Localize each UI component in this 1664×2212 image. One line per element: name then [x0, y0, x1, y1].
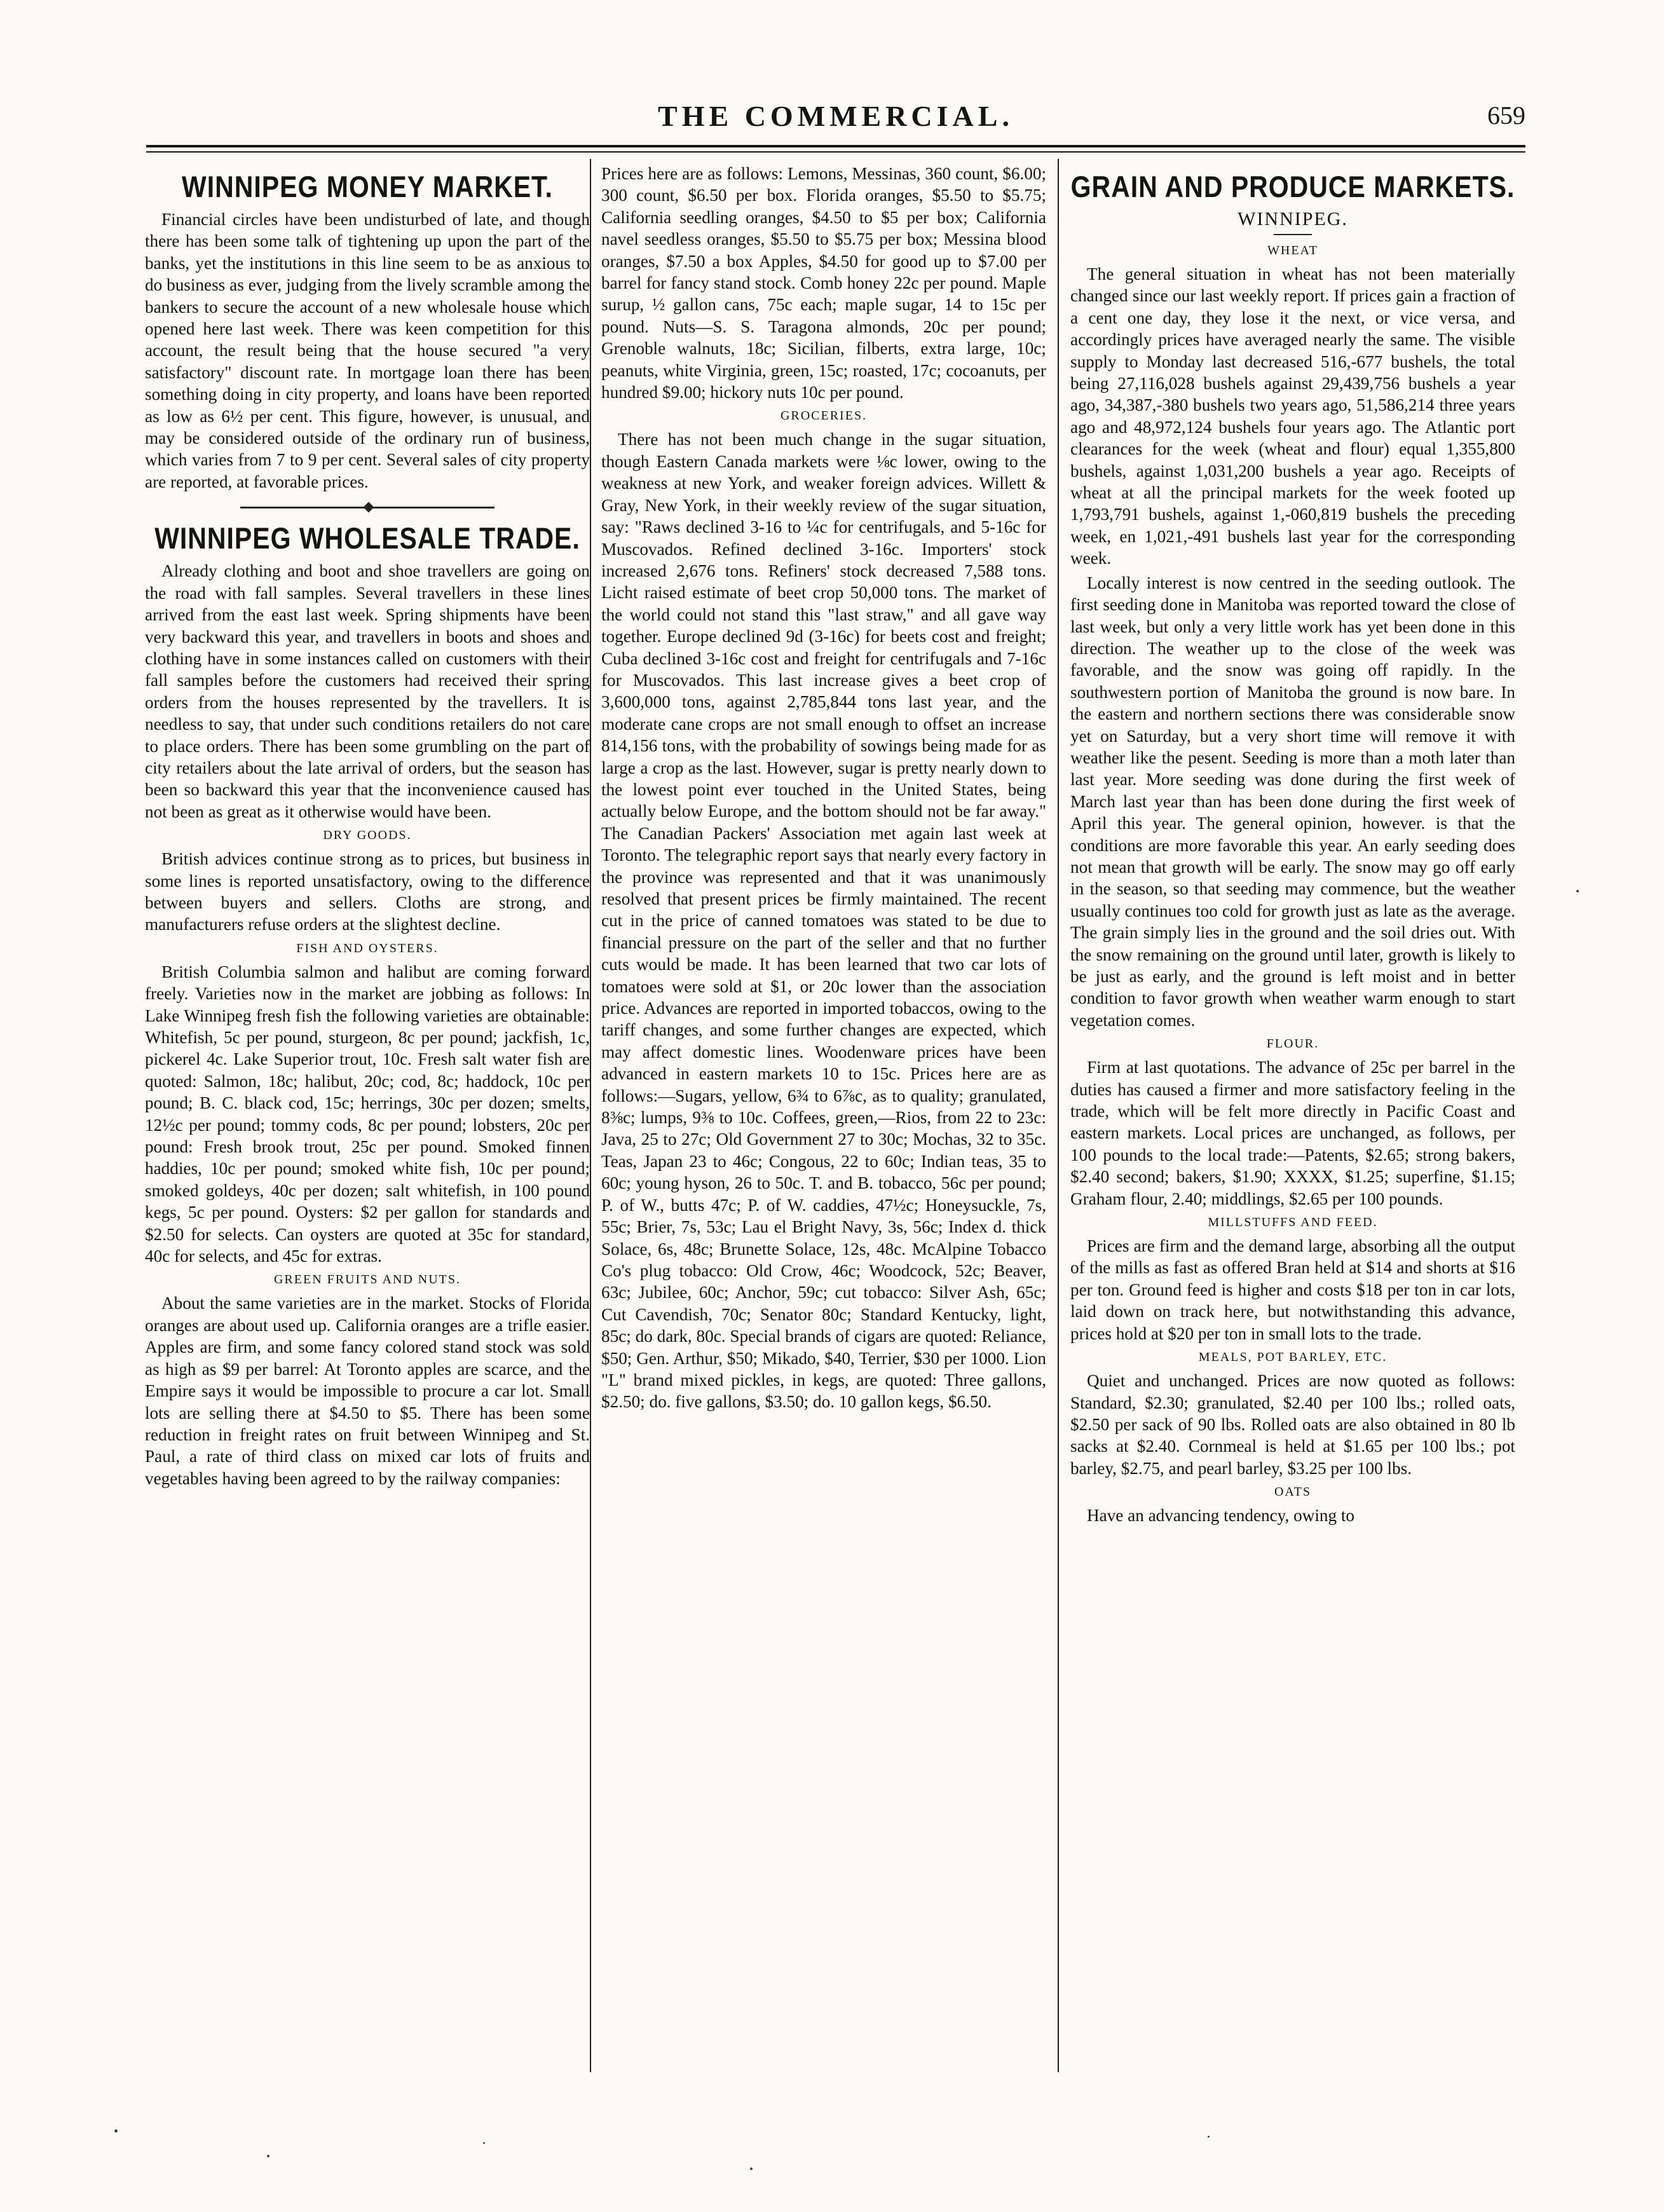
headline-grain-produce: GRAIN AND PRODUCE MARKETS. — [1070, 170, 1515, 204]
article-paragraph: About the same varieties are in the market. Stocks of Florida oranges are about used up. California oranges are a trifle easier. Apples are firm, and some fancy colored stand stock was sold as high as $9 per barrel: At Toronto apples are scarce, and the Empire says it would be impossible to procure a car lot. Small lots are selling there at $4.50 to $5. There has been some reduction in freight rates on fruit between Winnipeg and St. Paul, a rate of third class on mixed car lots of fruits and vegetables having been agreed to by the railway companies: — [145, 1294, 590, 1488]
article-paragraph: Quiet and unchanged. Prices are now quoted as follows: Standard, $2.30; granulated, $2.40 per 100 lbs.; rolled oats, $2.50 per sack of 90 lbs. Rolled oats are also obtained in 80 lb sacks at $2.40. Cornmeal is held at $1.65 per 100 lbs.; pot barley, $2.75, and pearl barley, $3.25 per 100 lbs. — [1070, 1371, 1515, 1478]
column-1 — [145, 163, 590, 2070]
article-paragraph: There has not been much change in the sugar situation, though Eastern Canada markets were ⅛c lower, owing to the weakness at new York, and weaker foreign advices. Willett & Gray, New York, in their weekly review of the sugar situation, say: "Raws declined 3-16 to ¼c for centrifugals, and 5-16c for Muscovados. Refined declined 3-16c. Importers' stock increased 2,676 tons. Refiners' stock decreased 7,588 tons. Licht raised estimate of beet crop 50,000 tons. The market of the world could not stand this "last straw," and all gave way together. Europe declined 9d (3-16c) for beets cost and freight; Cuba declined 3-16c cost and freight for centrifugals and 7-16c for Muscovados. This last increase gives a beet crop of 3,600,000 tons, against 2,785,844 tons last year, and the moderate cane crops are not small enough to offset an increase 814,156 tons, with the probability of sowings being made for as large a crop as the last. However, sugar is pretty nearly down to the lowest point ever touched in the United States, being actually below Europe, and the bottom should not be far away." The Canadian Packers' Association met again last week at Toronto. The telegraphic report says that nearly every factory in the province was represented and that it was unanimously resolved that present prices be firmly maintained. The recent cut in the price of canned tomatoes was stated to be due to financial pressure on the part of the seller and that no further cuts would be made. It has been learned that two car lots of tomatoes were sold at $1, or 20c lower than the association price. Advances are reported in imported tobaccos, owing to the tariff changes, and some further changes are expected, which may affect domestic lines. Woodenware prices have been advanced in eastern markets 10 to 15c. Prices here are as follows:—Sugars, yellow, 6¾ to 6⅞c, as to quality; granulated, 8⅜c; lumps, 9⅜ to 10c. Coffees, green,—Rios, from 22 to 23c: Java, 25 to 27c; Old Government 27 to 30c; Mochas, 32 to 35c. Teas, Japan 23 to 46c; Congous, 22 to 60c; Indian teas, 35 to 60c; young hyson, 26 to 50c. T. and B. tobacco, 56c per pound; P. of W., butts 47c; P. of W. caddies, 47½c; Honeysuckle, 7s, 55c; Brier, 7s, 53c; Lau el Bright Navy, 3s, 56c; Index d. thick Solace, 6s, 48c; Brunette Solace, 12s, 48c. McAlpine Tobacco Co's plug tobacco: Old Crow, 46c; Woodcock, 52c; Beaver, 63c; Jubilee, 60c; Anchor, 59c; cut tobacco: Silver Ash, 65c; Cut Cavendish, 70c; Senator 80c; Standard Kentucky, light, 85c; do dark, 80c. Special brands of cigars are quoted: Reliance, $50; Gen. Arthur, $50; Mikado, $40, Terrier, $30 per 1000. Lion "L" brand mixed pickles, in kegs, are quoted: Three gallons, $2.50; do. five gallons, $3.50; do. 10 gallon kegs, $6.50. — [601, 430, 1046, 1412]
headline-money-market: WINNIPEG MONEY MARKET. — [182, 170, 553, 204]
article-paragraph: British Columbia salmon and halibut are coming forward freely. Varieties now in the market are jobbing as follows: In Lake Winnipeg fresh fish the following varieties are obtainable: Whitefish, 5c per pound, sturgeon, 8c per pound; jackfish, 1c, pickerel 4c. Lake Superior trout, 10c. Fresh salt water fish are quoted: Salmon, 18c; halibut, 20c; cod, 8c; haddock, 10c per pound; B. C. black cod, 15c; herrings, 30c per dozen; smelts, 12½c per pound; tommy cods, 8c per pound; lobsters, 20c per pound: Fresh brook trout, 25c per pound. Smoked finnen haddies, 10c per pound; smoked white fish, 10c per pound; smoked goldeys, 40c per dozen; salt whitefish, in 100 pound kegs, 5c per pound. Oysters: $2 per gallon for standards and $2.50 for selects. Can oysters are quoted at 35c for standard, 40c for selects, and 45c for extras. — [145, 962, 590, 1266]
masthead — [146, 95, 1525, 140]
masthead-rule-thick — [146, 145, 1525, 147]
column-2 — [601, 163, 1046, 2070]
subhead-oats: OATS — [1274, 1485, 1311, 1499]
column-divider — [590, 159, 591, 2072]
masthead-rule-thin — [146, 151, 1525, 153]
subhead-dry-goods: DRY GOODS. — [323, 828, 412, 843]
article-paragraph: Locally interest is now centred in the seeding outlook. The first seeding done in Manitoba was reported toward the close of last week, but only a very little work has yet been done in this direction. The weather up to the close of the week was favorable, and the snow was going off rapidly. In the southwestern portion of Manitoba the ground is now bare. In the eastern and northern sections there was considerable snow yet on Saturday, but a very short time will remove it with weather like the pesent. Seeding is more than a moth later than last year. More seeding was done during the first week of March last year than has been done during the first week of April this year. The general opinion, however. is that the conditions are more favorable this year. An early seeding does not mean that growth will be early. The snow may go off early in the season, so that seeding may commence, but the weather usually continues too cold for growth just as late as the average. The grain simply lies in the ground and the soil dries out. With the snow remaining on the ground until later, growth is likely to be just as early, and the ground is left moist and in better condition to favor growth when weather warm enough to start vegetation comes. — [1070, 573, 1515, 1030]
short-rule — [1274, 234, 1312, 235]
subhead-meals: MEALS, POT BARLEY, ETC. — [1198, 1350, 1388, 1365]
subhead-wheat: WHEAT — [1267, 243, 1318, 257]
subhead-groceries: GROCERIES. — [780, 409, 868, 423]
scan-speck — [267, 2155, 269, 2157]
page-number: 659 — [1487, 101, 1525, 130]
article-paragraph: Financial circles have been undisturbed of late, and though there has been some talk of tightening up upon the part of the banks, yet the institutions in this line seem to be as anxious to do business as ever, judging from the lively scramble among the bankers to secure the account of a new wholesale house which opened here last week. There was keen competition for this account, the result being that the house secured "a very satisfactory" discount rate. In mortgage loan there has been something doing in city property, and loans have been reported as low as 6½ per cent. This figure, however, is unusual, and may be considered outside of the ordinary run of business, which varies from 7 to 9 per cent. Several sales of city property are reported, at favorable prices. — [145, 210, 590, 491]
article-paragraph: The general situation in wheat has not been materially changed since our last weekly report. If prices gain a fraction of a cent one day, they lose it the next, or vice versa, and accordingly prices have averaged nearly the same. The visible supply to Monday last decreased 516,-677 bushels, the total being 27,116,028 bushels against 29,439,756 bushels a year ago, 34,387,-380 bushels two years ago, 51,586,214 three years ago and 48,972,124 bushels four years ago. The Atlantic port clearances for the week (wheat and flour) equal 1,355,800 bushels, against 1,031,200 bushels a year ago. Receipts of wheat at all the principal markets for the week footed up 1,793,791 bushels, against 1,-060,819 bushels the preceding week, en 1,021,-491 bushels last year for the corresponding week. — [1070, 264, 1515, 568]
section-ornament — [145, 500, 590, 514]
subhead-green-fruits: GREEN FRUITS AND NUTS. — [273, 1273, 461, 1287]
subhead-fish-oysters: FISH AND OYSTERS. — [296, 941, 439, 955]
article-paragraph: Firm at last quotations. The advance of 25c per barrel in the duties has caused a firmer and more satisfactory feeling in the trade, which will be felt more directly in Pacific Coast and eastern markets. Local prices are unchanged, as follows, per 100 pounds to the local trade:—Patents, $2.65; strong bakers, $2.40 second; bakers, $1.90; XXXX, $1.25; superfine, $1.15; Graham flour, 2.40; middlings, $2.65 per 100 pounds. — [1070, 1058, 1515, 1208]
scan-speck — [750, 2168, 753, 2170]
headline-wholesale-trade: WINNIPEG WHOLESALE TRADE. — [154, 521, 580, 556]
city-heading: WINNIPEG. — [1238, 208, 1348, 229]
article-paragraph: Prices here are as follows: Lemons, Messinas, 360 count, $6.00; 300 count, $6.50 per box. Florida oranges, $5.50 to $5.75; California seedling oranges, $4.50 to $5 per box; California navel seedless oranges, $5.50 to $5.75 per box; Messina blood oranges, $7.50 a box Apples, $4.50 for good up to $7.00 per barrel for fancy stand stock. Comb honey 22c per pound. Maple surup, ½ gallon cans, 75c each; maple sugar, 14 to 15c per pound. Nuts—S. S. Taragona almonds, 20c per pound; Grenoble walnuts, 18c; Sicilian, filberts, extra large, 10c; peanuts, white Virginia, green, 15c; roasted, 17c; cocoanuts, per hundred $9.00; hickory nuts 10c per pound. — [601, 164, 1046, 402]
scan-speck — [114, 2129, 118, 2133]
scan-speck — [1208, 2136, 1210, 2138]
article-paragraph: Prices are firm and the demand large, absorbing all the output of the mills as fast as offered Bran held at $14 and shorts at $16 per ton. Ground feed is higher and costs $18 per ton in car lots, laid down on track here, but notwithstanding this advance, prices hold at $20 per ton in small lots to the trade. — [1070, 1236, 1515, 1343]
scan-speck — [1576, 890, 1579, 892]
article-paragraph: Have an advancing tendency, owing to — [1087, 1506, 1355, 1526]
article-paragraph: British advices continue strong as to prices, but business in some lines is reported unsatisfactory, owing to the difference between buyers and sellers. Cloths are strong, and manufacturers refuse orders at the slightest decline. — [145, 849, 590, 934]
subhead-millstuffs: MILLSTUFFS AND FEED. — [1208, 1215, 1378, 1230]
newspaper-title: THE COMMERCIAL. — [658, 100, 1014, 132]
column-3 — [1070, 163, 1515, 2070]
article-paragraph: Already clothing and boot and shoe travellers are going on the road with fall samples. Several travellers in these lines arrived from the east last week. Spring shipments have been very backward this year, and travellers in boots and shoes and clothing have in some instances called on customers with their fall samples before the customers had received their spring orders from the houses represented by the travellers. It is needless to say, that under such conditions retailers do not care to place orders. There has been some grumbling on the part of city retailers about the late arrival of orders, but the season has been so backward this year that the inconvenience caused has not been as great as it otherwise would have been. — [145, 561, 590, 821]
subhead-flour: FLOUR. — [1266, 1037, 1320, 1051]
column-divider — [1058, 159, 1059, 2072]
scan-speck — [483, 2142, 485, 2144]
